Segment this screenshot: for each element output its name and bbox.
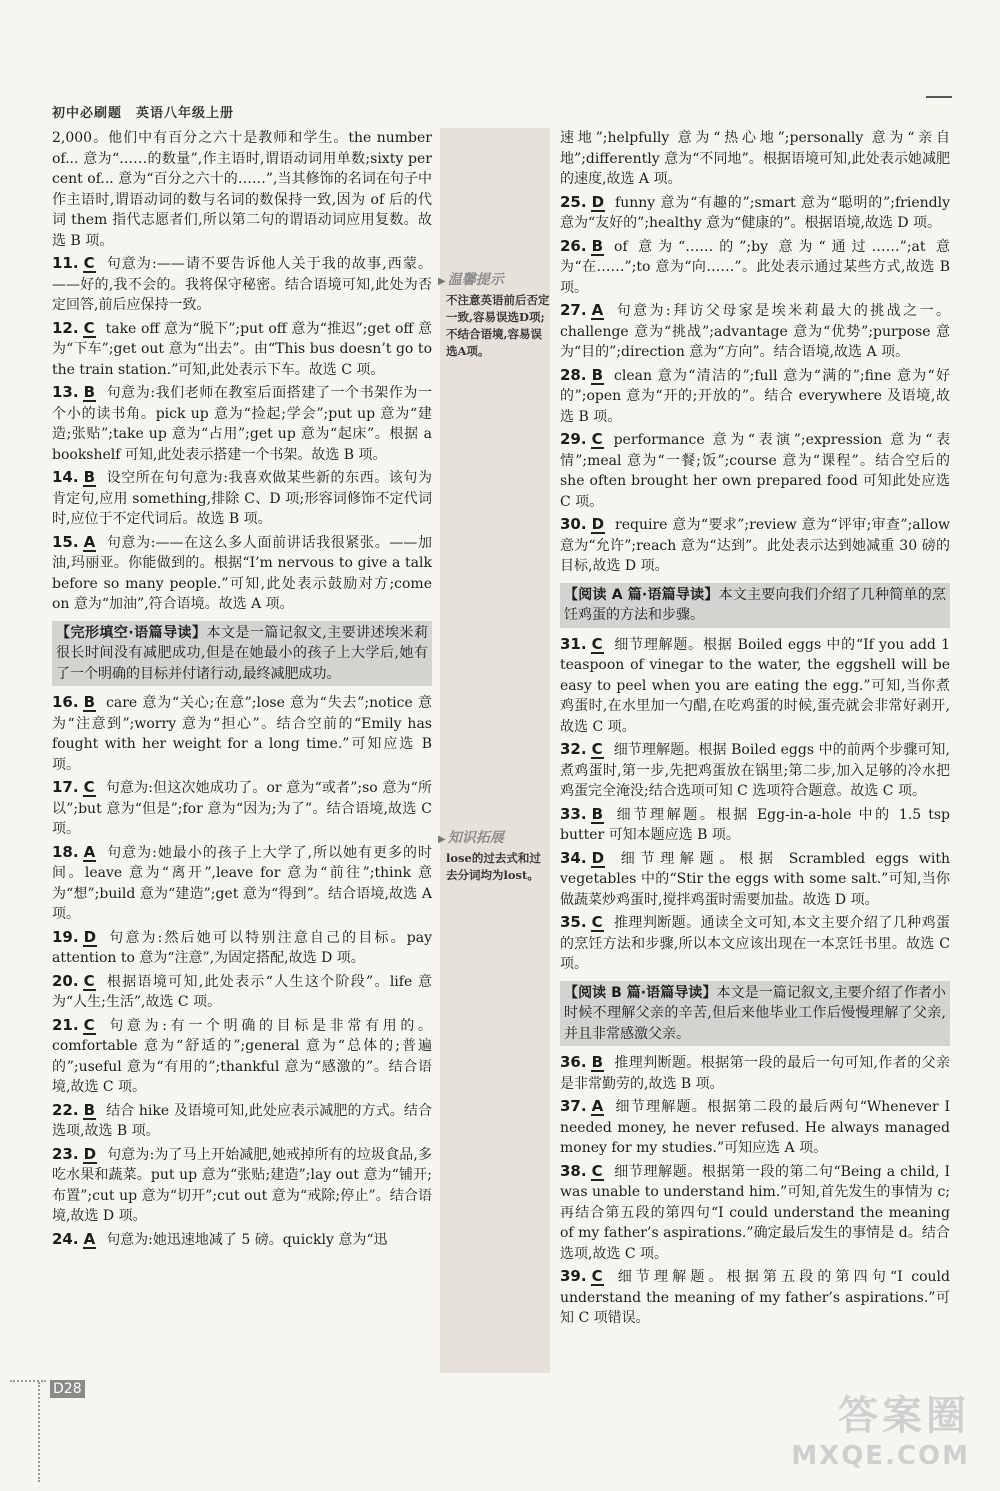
answer-letter: C (83, 318, 95, 337)
question-number: 35. (560, 913, 587, 931)
question-number: 21. (52, 1015, 79, 1034)
answer-letter: C (83, 1015, 95, 1034)
question-number: 37. (560, 1097, 587, 1115)
question-number: 23. (52, 1144, 79, 1163)
answer-item (52, 692, 432, 775)
explanation-text: 结合 hike 及语境可知,此处应表示减肥的方式。结合选项,故选 B 项。 (52, 1102, 432, 1139)
question-number: 30. (560, 515, 587, 533)
question-number: 38. (560, 1161, 587, 1180)
explanation-text: 细节理解题。根据第五段的第四句“I could understand the meaning of my father’s aspirations.”可知 C 项错误。 (560, 1269, 950, 1326)
cloze-banner-head: 【完形填空·语篇导读】 (56, 624, 207, 641)
question-number: 20. (52, 971, 79, 990)
reading-a-banner (560, 583, 950, 628)
question-number: 26. (560, 236, 587, 255)
explanation-text: 句意为:她最小的孩子上大学了,所以她有更多的时间。leave 意为“离开”,leave for 意为“前往”;think 意为“想”;build 意为“建造”;get 意为“得到”。结合语境,故选 A 项。 (52, 844, 432, 922)
answer-letter: D (591, 192, 605, 211)
question-number: 15. (52, 532, 79, 551)
answer-letter: D (591, 848, 605, 867)
answer-letter: C (83, 778, 95, 796)
left-answers-a (52, 253, 432, 615)
cloze-banner-text: 本文是一篇记叙文,主要讲述埃米莉很长时间没有减肥成功,但是在她最小的孩子上大学后,她有了一个明确的目标并付诸行动,最终减肥成功。 (56, 624, 428, 682)
answer-item (560, 300, 950, 363)
explanation-text: of 意为“……的”;by 意为“通过……”;at 意为“在……”;to 意为“向……”。此处表示通过某些方式,故选 B 项。 (560, 238, 950, 296)
explanation-text: 句意为:——请不要告诉他人关于我的故事,西蒙。——好的,我不会的。我将保守秘密。结合语境可知,此处为否定回答,前后应保持一致。 (52, 256, 432, 313)
warm-tip-title: ▶ 温馨提示 (438, 272, 550, 290)
answer-letter: B (83, 468, 96, 486)
page-number: D28 (50, 1380, 85, 1398)
explanation-text: 细节理解题。根据 Boiled eggs 中的前两个步骤可知,煮鸡蛋时,第一步,先把鸡蛋放在锅里;第二步,加入足够的冷水把鸡蛋完全淹没;结合选项可知 C 选项符合题意。故选 C 项。 (560, 742, 950, 799)
question-number: 17. (52, 778, 79, 796)
explanation-text: 句意为:然后她可以特别注意自己的目标。pay attention to 意为“注意”,为固定搭配,故选 D 项。 (52, 929, 432, 966)
right-column (560, 128, 950, 1331)
answer-letter: B (83, 693, 96, 711)
answer-item (52, 253, 432, 316)
watermark-logo (791, 1384, 970, 1471)
question-number: 12. (52, 318, 79, 337)
question-number: 14. (52, 468, 79, 486)
cloze-banner (52, 621, 432, 687)
answer-item (560, 1096, 950, 1159)
answer-letter: B (591, 804, 604, 823)
answer-item (560, 1161, 950, 1265)
answer-item (560, 739, 950, 802)
answer-letter: A (591, 301, 604, 319)
explanation-text: 细节理解题。根据第二段的最后两句“Whenever I needed money, he never refused. He always managed money for my studies.”可知应选 A 项。 (560, 1099, 950, 1156)
answer-item (560, 236, 950, 299)
left-answers-b (52, 692, 432, 1250)
question-number: 22. (52, 1100, 79, 1119)
answer-letter: B (591, 236, 604, 255)
answer-letter: C (591, 740, 603, 758)
explanation-text: require 意为“要求”;review 意为“评审;审查”;allow 意为“允许”;reach 意为“达到”。此处表示达到她减重 30 磅的目标,故选 D 项。 (560, 517, 950, 574)
answer-letter: A (83, 842, 96, 861)
explanation-text: take off 意为“脱下”;put off 意为“推迟”;get off 意为“下车”;get out 意为“出去”。由“This bus doesn’t go to the train station.”可知,此处表示下车。故选 C 项。 (52, 320, 432, 378)
answer-item (560, 365, 950, 428)
corner-dots-vertical (38, 1382, 40, 1482)
knowledge-tip-title: ▶ 知识拓展 (438, 830, 550, 848)
answer-item (560, 429, 950, 512)
question-number: 31. (560, 634, 587, 653)
answer-letter: C (83, 254, 95, 272)
answer-letter: C (83, 971, 95, 990)
answer-item (560, 804, 950, 846)
answer-letter: D (83, 927, 97, 946)
reading-b-banner (560, 981, 950, 1047)
explanation-text: 句意为:她迅速地减了 5 磅。quickly 意为“迅 (106, 1231, 388, 1248)
book-title: 英语八年级上册 (136, 106, 235, 121)
left-intro: 2,000。他们中有百分之六十是教师和学生。the number of... 意为“……的数量”,作主语时,谓语动词用单数;sixty per cent of... 意为“百分之六十的……”,当其修饰的名词在句子中作主语时,谓语动词的数与名词的数保持一致,因为 of 后的代词 them 指代志愿者们,所以第二句的谓语动词应用复数。故选 B 项。 (52, 130, 432, 249)
watermark-line2: MXQE.COM (791, 1441, 970, 1471)
question-number: 34. (560, 848, 587, 867)
question-number: 16. (52, 693, 79, 711)
explanation-text: 细节理解题。根据 Egg-in-a-hole 中的 1.5 tsp butter 可知本题应选 B 项。 (560, 806, 950, 843)
explanation-text: 根据语境可知,此处表示“人生这个阶段”。life 意为“人生;生活”,故选 C 项。 (52, 973, 432, 1010)
answer-letter: C (591, 1267, 603, 1285)
question-number: 19. (52, 927, 79, 946)
answer-letter: D (83, 1144, 97, 1163)
answer-item (52, 1015, 432, 1098)
knowledge-tip (446, 830, 550, 884)
answer-item (52, 927, 432, 969)
answer-letter: C (591, 1161, 603, 1180)
answer-item (560, 192, 950, 234)
warm-tip (446, 272, 550, 360)
question-number: 18. (52, 842, 79, 861)
knowledge-tip-text: lose的过去式和过去分词均为lost。 (446, 851, 541, 882)
explanation-text: 细节理解题。根据第一段的第二句“Being a child, I was unable to understand him.”可知,首先发生的事情为 c;再结合第五段的第四句“I could understand the meaning of my father’s aspirations.”确定最后发生的事情是 d。结合选项,故选 C 项。 (560, 1163, 950, 1262)
warm-tip-text: 不注意英语前后否定一致,容易误选D项;不结合语境,容易误选A项。 (446, 293, 550, 358)
corner-dots (10, 1380, 46, 1382)
left-column (52, 128, 432, 1252)
answer-item (52, 1144, 432, 1227)
explanation-text: 句意为:为了马上开始减肥,她戒掉所有的垃圾食品,多吃水果和蔬菜。put up 意为“张贴;建造”;lay out 意为“铺开;布置”;cut up 意为“切开”;cut out 意为“戒除;停止”。结合语境,故选 D 项。 (52, 1146, 432, 1224)
explanation-text: 推理判断题。通读全文可知,本文主要介绍了几种鸡蛋的烹饪方法和步骤,所以本文应该出现在一本烹饪书里。故选 C 项。 (560, 915, 950, 972)
right-answers-a (560, 192, 950, 577)
answer-item (52, 1100, 432, 1142)
answer-item (560, 848, 950, 911)
explanation-text: 细节理解题。根据 Boiled eggs 中的“If you add 1 teaspoon of vinegar to the water, the eggshell will be easy to peel when you are eating the egg.”可知,当你煮鸡蛋时,在水里加一勺醋,在吃鸡蛋的时候,蛋壳就会非常好剥开,故选 C 项。 (560, 636, 950, 735)
answer-item (52, 532, 432, 615)
explanation-text: care 意为“关心;在意”;lose 意为“失去”;notice 意为“注意到”;worry 意为“担心”。结合空前的“Emily has fought with her weight for a long time.”可知应选 B 项。 (52, 695, 432, 773)
answer-letter: B (83, 1100, 96, 1119)
explanation-text: 句意为:我们老师在教室后面搭建了一个书架作为一个小的读书角。pick up 意为“捡起;学会”;put up 意为“建造;张贴”;take up 意为“占用”;get up 意为“起床”。根据 a bookshelf 可知,此处表示搭建一个书架。故选 B 项。 (52, 385, 432, 463)
series-title: 初中必刷题 (52, 106, 123, 121)
explanation-text: 句意为:——在这么多人面前讲话我很紧张。——加油,玛丽亚。你能做到的。根据“I’m nervous to give a talk before so many people.”可知,此处表示鼓励对方;come on 意为“加油”,符合语境。故选 A 项。 (52, 534, 432, 612)
explanation-text: 句意为:但这次她成功了。or 意为“或者”;so 意为“所以”;but 意为“但是”;for 意为“因为;为了”。结合语境,故选 C 项。 (52, 780, 432, 837)
answer-item (52, 777, 432, 840)
watermark-line1: 答案圈 (838, 1393, 970, 1439)
reading-b-banner-text: 本文是一篇记叙文,主要介绍了作者小时候不理解父亲的辛苦,但后来他毕业工作后慢慢理解了父亲,并且非常感激父亲。 (564, 984, 946, 1042)
question-number: 36. (560, 1053, 587, 1071)
answer-item (52, 467, 432, 530)
explanation-text: performance 意为“表演”;expression 意为“表情”;meal 意为“一餐;饭”;course 意为“课程”。结合空后的 she often brought her own prepared food 可知此处应选 C 项。 (560, 432, 950, 510)
right-intro: 速地”;helpfully 意为“热心地”;personally 意为“亲自地”;differently 意为“不同地”。根据语境可知,此处表示她减肥的速度,故选 A 项。 (560, 130, 950, 187)
question-number: 27. (560, 301, 587, 319)
answer-letter: C (591, 634, 603, 653)
answer-letter: D (591, 515, 605, 533)
answer-item (52, 971, 432, 1013)
question-number: 39. (560, 1267, 587, 1285)
explanation-text: funny 意为“有趣的”;smart 意为“聪明的”;friendly 意为“友好的”;healthy 意为“健康的”。根据语境,故选 D 项。 (560, 194, 950, 231)
answer-item (52, 318, 432, 381)
explanation-text: 细节理解题。根据 Scrambled eggs with vegetables 中的“Stir the eggs with some salt.”可知,当你做蔬菜炒鸡蛋时,搅拌鸡蛋时需要加盐。故选 D 项。 (560, 850, 950, 908)
question-number: 25. (560, 192, 587, 211)
explanation-text: 推理判断题。根据第一段的最后一句可知,作者的父亲是非常勤劳的,故选 B 项。 (560, 1055, 950, 1092)
question-number: 29. (560, 430, 587, 448)
answer-item (560, 634, 950, 738)
question-number: 33. (560, 804, 587, 823)
question-number: 13. (52, 383, 79, 401)
answer-item (560, 1052, 950, 1094)
question-number: 11. (52, 254, 79, 272)
explanation-text: clean 意为“清洁的”;full 意为“满的”;fine 意为“好的”;open 意为“开的;开放的”。结合 everywhere 及语境,故选 B 项。 (560, 367, 950, 425)
answer-item (560, 1266, 950, 1329)
explanation-text: 句意为:拜访父母家是埃米莉最大的挑战之一。challenge 意为“挑战”;advantage 意为“优势”;purpose 意为“目的”;direction 意为“方向”。结合语境,故选 A 项。 (560, 303, 950, 360)
question-number: 32. (560, 740, 587, 758)
answer-letter: C (591, 913, 603, 931)
answer-letter: B (591, 1053, 604, 1071)
answer-letter: A (591, 1097, 604, 1115)
right-answers-b (560, 634, 950, 975)
answer-item (52, 842, 432, 925)
reading-b-banner-head: 【阅读 B 篇·语篇导读】 (564, 984, 717, 1001)
answer-letter: A (83, 1229, 96, 1248)
answer-letter: C (591, 430, 603, 448)
question-number: 28. (560, 365, 587, 384)
question-number: 24. (52, 1229, 79, 1248)
explanation-text: 设空所在句句意为:我喜欢做某些新的东西。该句为肯定句,应用 something,排除 C、D 项;形容词修饰不定代词时,应位于不定代词后。故选 B 项。 (52, 470, 432, 527)
answer-letter: A (83, 532, 96, 551)
explanation-text: 句意为:有一个明确的目标是非常有用的。comfortable 意为“舒适的”;general 意为“总体的;普遍的”;useful 意为“有用的”;thankful 意为“感激的”。结合语境,故选 C 项。 (52, 1017, 432, 1095)
answer-letter: B (591, 365, 604, 384)
top-rule (926, 96, 952, 98)
right-answers-c (560, 1052, 950, 1329)
answer-item (52, 1229, 432, 1251)
answer-item (560, 514, 950, 577)
reading-a-banner-text: 本文主要向我们介绍了几种简单的烹饪鸡蛋的方法和步骤。 (564, 586, 946, 623)
answer-letter: B (83, 383, 96, 401)
reading-a-banner-head: 【阅读 A 篇·语篇导读】 (564, 586, 719, 603)
answer-item (52, 382, 432, 465)
answer-item (560, 912, 950, 975)
page-header (52, 102, 234, 121)
